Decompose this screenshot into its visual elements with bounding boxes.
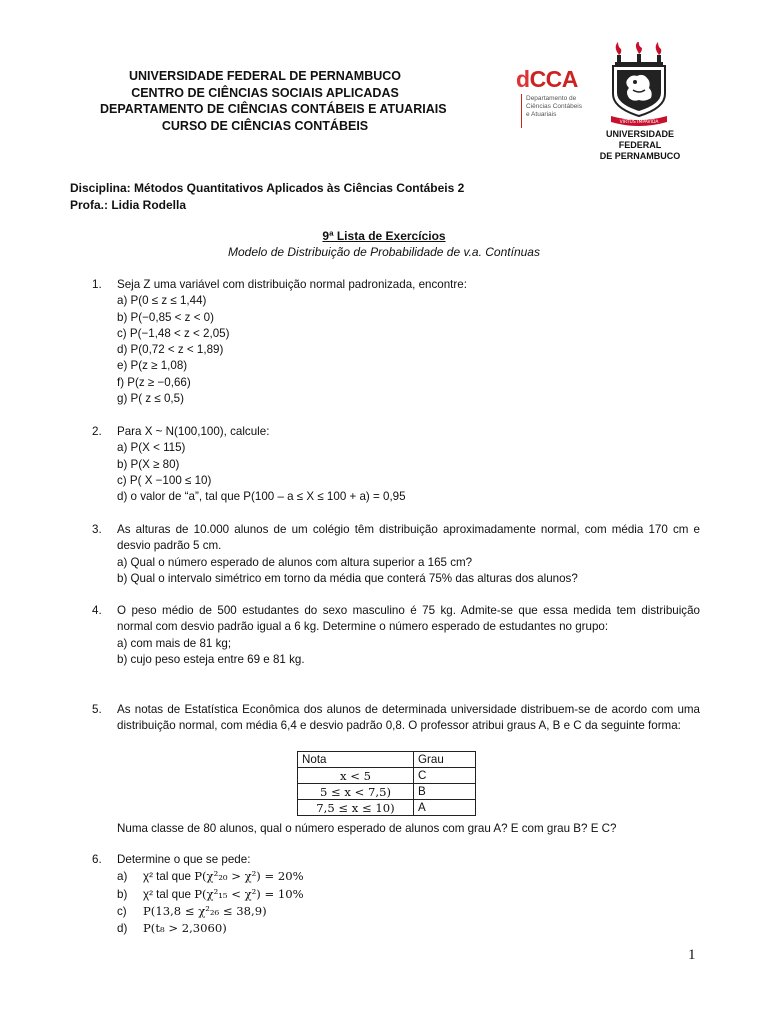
question-item: b) P(−0,85 < z < 0) (117, 310, 214, 324)
table-cell: x < 5 (298, 768, 414, 784)
question-item: b) P(X ≥ 80) (117, 457, 180, 471)
list-title: 9ª Lista de Exercícios (322, 229, 446, 243)
table-row (298, 768, 476, 784)
grades-table (297, 751, 476, 816)
question-4 (92, 603, 700, 668)
question-item: a) com mais de 81 kg; (117, 636, 232, 650)
dcca-logo-d: d (516, 66, 530, 92)
question-item: d) o valor de “a”, tal que P(100 – a ≤ X ≤ 100 + a) = 0,95 (117, 490, 406, 504)
question-item: g) P( z ≤ 0,5) (117, 392, 184, 406)
ufpe-crest-icon (607, 42, 671, 128)
question-number: 4. (92, 604, 102, 617)
question-text: Determine o que se pede: (117, 853, 251, 866)
question-number: 3. (92, 523, 102, 536)
question-item: d) P(0,72 < z < 1,89) (117, 343, 224, 357)
question-text: As alturas de 10.000 alunos de um colégio têm distribuição aproximadamente normal, com média 170 cm e desvio padrão 5 cm. (117, 523, 700, 553)
course-info (70, 180, 464, 214)
question-text: Para X ~ N(100,100), calcule: (117, 425, 270, 438)
question-text: As notas de Estatística Econômica dos alunos de determinada universidade distribuem-se de acordo com uma distribuição normal, com média 6,4 e desvio padrão 0,8. O professor atribui graus A, B e C da seguinte forma: (117, 703, 700, 733)
list-subtitle: Modelo de Distribuição de Probabilidade de v.a. Contínuas (228, 245, 540, 259)
question-item: c) P(−1,48 < z < 2,05) (117, 326, 230, 340)
question-5 (92, 702, 700, 735)
question-item: b) χ² tal que P(χ²₁₅ < χ²) = 10% (117, 886, 304, 901)
question-number: 6. (92, 853, 102, 866)
dcca-logo-cca: CCA (529, 66, 578, 92)
professor-line: Profa.: Lidia Rodella (70, 198, 187, 212)
question-item: f) P(z ≥ −0,66) (117, 375, 191, 389)
question-5-followup (92, 821, 700, 837)
dcca-logo (516, 66, 596, 118)
question-number: 2. (92, 425, 102, 438)
question-item: a) P(0 ≤ z ≤ 1,44) (117, 294, 207, 308)
dcca-divider (521, 94, 522, 128)
table-row (298, 800, 476, 816)
question-item: a) Qual o número esperado de alunos com altura superior a 165 cm? (117, 555, 473, 569)
question-item: a) P(X < 115) (117, 441, 186, 455)
table-cell: A (414, 800, 476, 816)
discipline-line: Disciplina: Métodos Quantitativos Aplicados às Ciências Contábeis 2 (70, 181, 465, 195)
question-item: c) P(13,8 ≤ χ²₂₆ ≤ 38,9) (117, 903, 267, 918)
question-item: e) P(z ≥ 1,08) (117, 359, 188, 373)
question-item: b) Qual o intervalo simétrico em torno da média que conterá 75% das alturas dos alunos? (117, 571, 578, 585)
institution-header (100, 68, 447, 134)
question-text: Numa classe de 80 alunos, qual o número esperado de alunos com grau A? E com grau B? E C? (117, 822, 617, 835)
ufpe-name: UNIVERSIDADE FEDERAL DE PERNAMBUCO (599, 129, 681, 161)
header-line-3: DEPARTAMENTO DE CIÊNCIAS CONTÁBEIS E ATUARIAIS (100, 102, 447, 116)
header-line-1: UNIVERSIDADE FEDERAL DE PERNAMBUCO (128, 69, 401, 83)
question-number: 1. (92, 278, 102, 291)
dcca-subtitle: Departamento de Ciências Contábeis e Atuariais (526, 95, 583, 118)
header-line-4: CURSO DE CIÊNCIAS CONTÁBEIS (161, 118, 369, 133)
question-item: d) P(t₈ > 2,3060) (117, 921, 227, 936)
table-cell: 7,5 ≤ x ≤ 10) (298, 800, 414, 816)
question-text: O peso médio de 500 estudantes do sexo masculino é 75 kg. Admite-se que essa medida tem distribuição normal com desvio padrão igual a 6 kg. Determine o número esperado de estudantes no grupo: (117, 604, 700, 634)
header-line-2: CENTRO DE CIÊNCIAS SOCIAIS APLICADAS (131, 85, 399, 100)
question-6 (92, 852, 700, 937)
table-cell: C (414, 768, 476, 784)
crest-motto: VIRTUS IMPAVIDA (619, 120, 659, 125)
question-item: c) P( X −100 ≤ 10) (117, 473, 212, 487)
question-item: b) cujo peso esteja entre 69 e 81 kg. (117, 652, 305, 666)
question-item: a) χ² tal que P(χ²₂₀ > χ²) = 20% (117, 869, 304, 884)
table-header: Nota (298, 752, 414, 768)
question-2 (92, 424, 700, 505)
table-header-row (298, 752, 476, 768)
question-1 (92, 277, 700, 407)
table-cell: 5 ≤ x < 7,5) (298, 784, 414, 800)
page-number: 1 (688, 947, 696, 963)
question-number: 5. (92, 703, 102, 716)
table-row (298, 784, 476, 800)
question-text: Seja Z uma variável com distribuição normal padronizada, encontre: (117, 278, 467, 291)
table-header: Grau (414, 752, 476, 768)
question-3 (92, 522, 700, 587)
table-cell: B (414, 784, 476, 800)
